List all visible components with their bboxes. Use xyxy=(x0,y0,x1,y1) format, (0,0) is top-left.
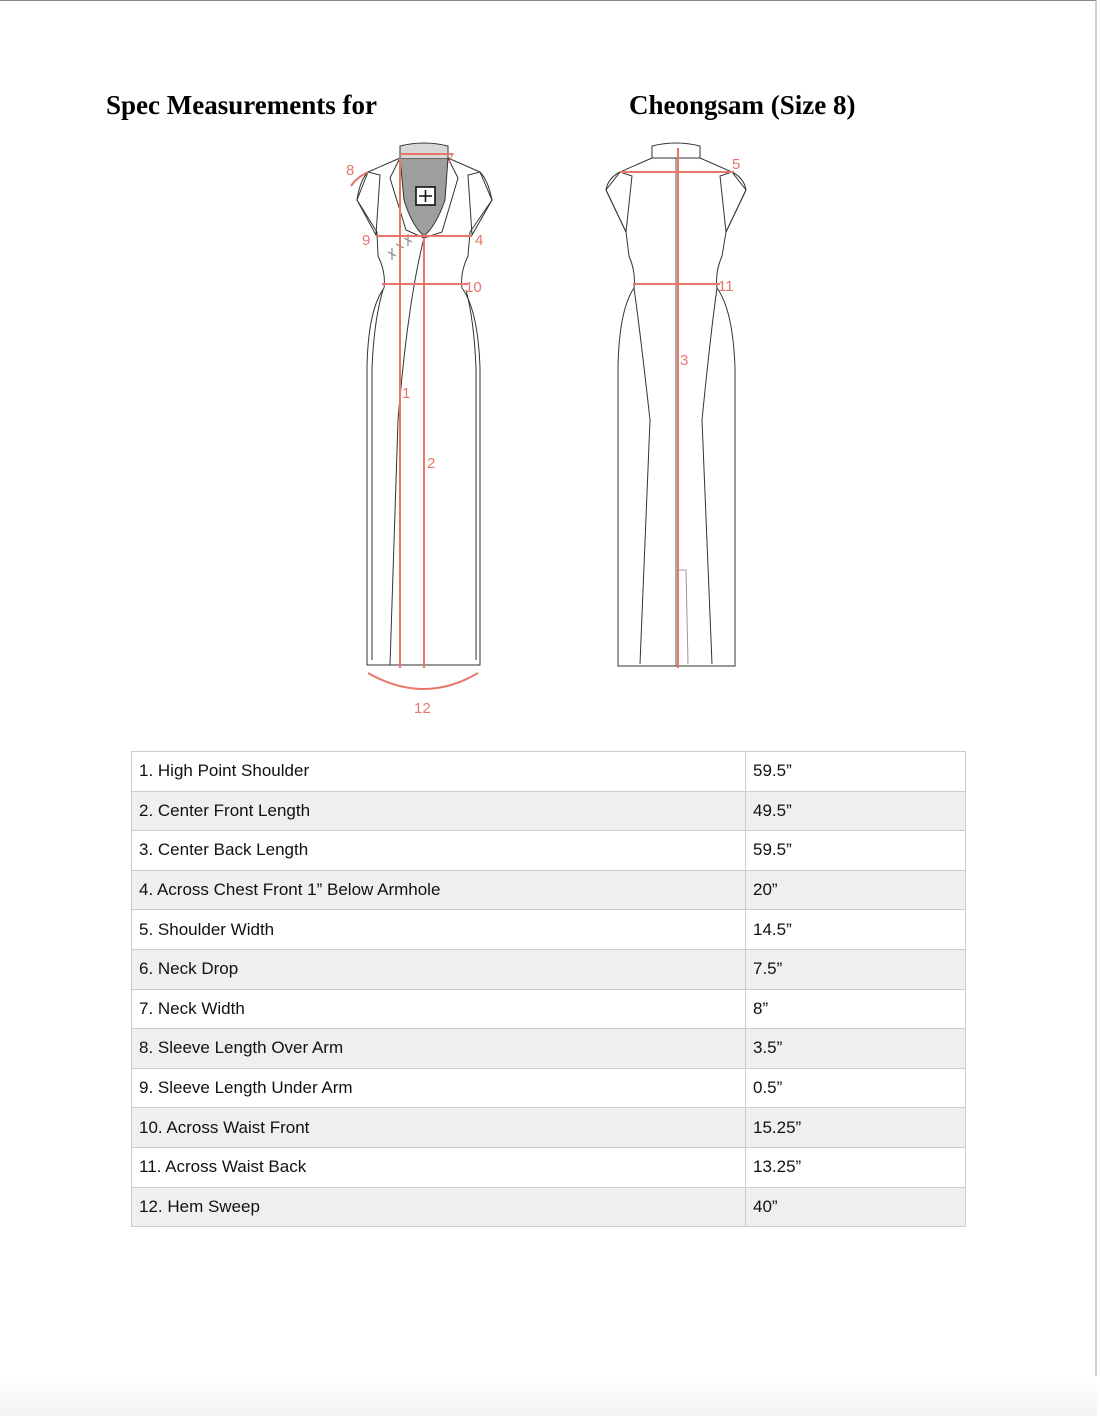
measurement-label: 5. Shoulder Width xyxy=(132,910,746,950)
measure-line-12 xyxy=(368,673,478,689)
measurement-value: 0.5” xyxy=(746,1068,966,1108)
measurement-label: 9. Sleeve Length Under Arm xyxy=(132,1068,746,1108)
front-marker-4: 4 xyxy=(475,232,484,249)
measurement-label: 11. Across Waist Back xyxy=(132,1147,746,1187)
measurement-value: 13.25” xyxy=(746,1147,966,1187)
front-marker-2: 2 xyxy=(427,455,436,472)
back-marker-5: 5 xyxy=(732,156,741,173)
back-dress-sketch xyxy=(606,143,746,666)
page-bottom-shade xyxy=(0,1376,1097,1416)
table-row xyxy=(132,989,966,1029)
measurement-label: 10. Across Waist Front xyxy=(132,1108,746,1148)
spec-measurements-table xyxy=(131,751,966,1227)
measurement-label: 7. Neck Width xyxy=(132,989,746,1029)
measurement-label: 2. Center Front Length xyxy=(132,791,746,831)
measurement-value: 59.5” xyxy=(746,752,966,792)
front-marker-7: 7 xyxy=(446,150,455,167)
back-sleeve-right xyxy=(720,172,746,232)
front-sleeve-right xyxy=(468,172,492,235)
back-dart-right xyxy=(702,288,717,664)
front-sleeve-left xyxy=(357,172,380,235)
measurement-value: 49.5” xyxy=(746,791,966,831)
measurement-value: 8” xyxy=(746,989,966,1029)
table-row xyxy=(132,752,966,792)
measurement-label: 3. Center Back Length xyxy=(132,831,746,871)
measurement-value: 3.5” xyxy=(746,1029,966,1069)
front-marker-9: 9 xyxy=(362,232,371,249)
back-measure-lines xyxy=(620,148,734,668)
front-marker-12: 12 xyxy=(414,700,431,717)
title-right: Cheongsam (Size 8) xyxy=(629,90,856,120)
table-row xyxy=(132,1147,966,1187)
front-marker-8: 8 xyxy=(346,162,355,179)
title-left: Spec Measurements for xyxy=(106,90,377,120)
table-row xyxy=(132,910,966,950)
back-marker-11: 11 xyxy=(718,278,734,295)
front-princess-right xyxy=(466,290,476,660)
table-row xyxy=(132,870,966,910)
table-row xyxy=(132,791,966,831)
measurement-label: 1. High Point Shoulder xyxy=(132,752,746,792)
measurement-value: 59.5” xyxy=(746,831,966,871)
back-sleeve-left xyxy=(606,172,632,232)
table-row xyxy=(132,1187,966,1227)
back-marker-3: 3 xyxy=(680,352,689,369)
front-panel-line xyxy=(390,238,424,665)
measurement-value: 14.5” xyxy=(746,910,966,950)
crosshair-box-icon xyxy=(416,187,435,205)
table-row xyxy=(132,1029,966,1069)
back-collar xyxy=(652,143,700,158)
measurement-value: 7.5” xyxy=(746,949,966,989)
measurement-label: 12. Hem Sweep xyxy=(132,1187,746,1227)
table-row xyxy=(132,1108,966,1148)
front-marker-10: 10 xyxy=(465,279,482,296)
front-collar xyxy=(400,143,448,158)
measurement-value: 20” xyxy=(746,870,966,910)
table-row xyxy=(132,949,966,989)
measurement-label: 6. Neck Drop xyxy=(132,949,746,989)
measurement-label: 4. Across Chest Front 1” Below Armhole xyxy=(132,870,746,910)
measurement-label: 8. Sleeve Length Over Arm xyxy=(132,1029,746,1069)
table-row xyxy=(132,831,966,871)
measurement-value: 15.25” xyxy=(746,1108,966,1148)
front-princess-left xyxy=(372,290,383,660)
table-row xyxy=(132,1068,966,1108)
back-dart-left xyxy=(634,288,650,664)
front-marker-1: 1 xyxy=(402,385,411,402)
spec-table-body xyxy=(132,752,966,1227)
measurement-value: 40” xyxy=(746,1187,966,1227)
